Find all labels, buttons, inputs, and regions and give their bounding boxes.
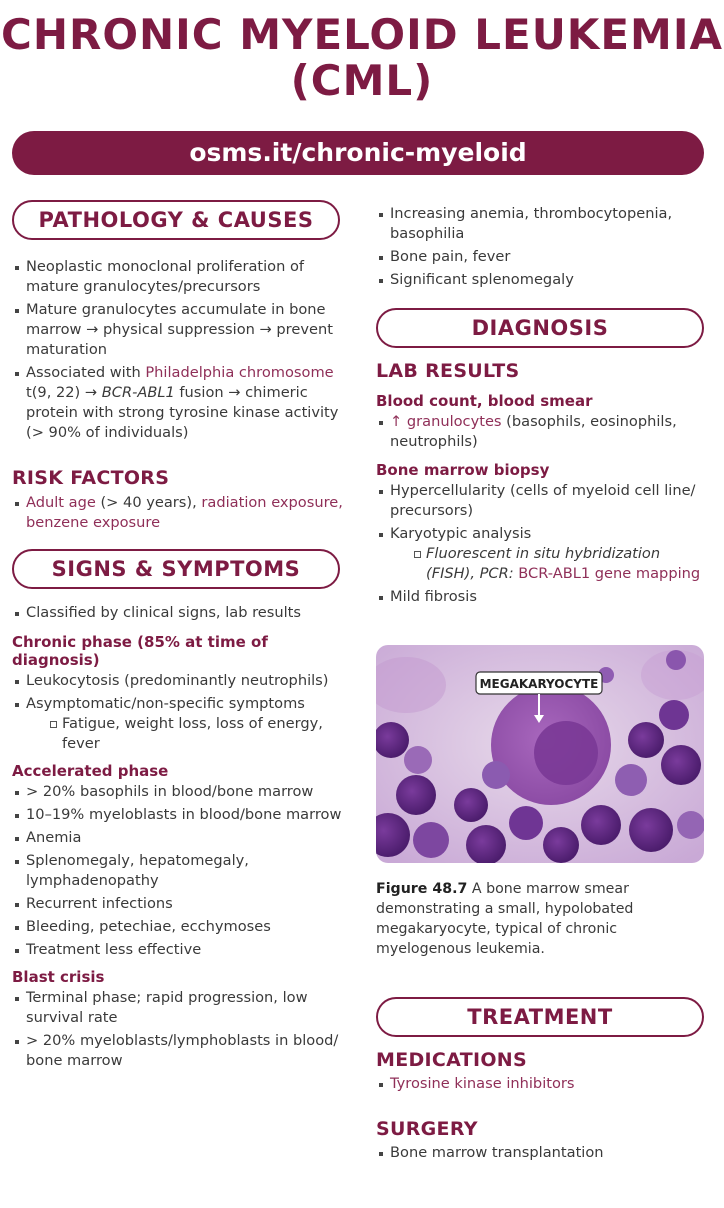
item-text: Karyotypic analysis: [390, 525, 532, 542]
page-title: [0, 12, 724, 104]
sub-list: [48, 714, 352, 754]
blast-crisis-title: Blast crisis: [12, 968, 105, 986]
bone-marrow-biopsy-title: Bone marrow biopsy: [376, 461, 550, 479]
item-text: (basophils, eosinophils, neutrophils): [390, 413, 677, 450]
item-text: fusion → chimeric protein with strong tyrosine kinase activity (> 90% of individuals): [26, 384, 339, 441]
accelerated-phase-title: Accelerated phase: [12, 762, 169, 780]
list-item: Splenomegaly, hepatomegaly, lymphadenopathy: [12, 851, 352, 891]
accelerated-list: [12, 782, 352, 960]
list-item: [376, 1074, 706, 1094]
list-item: Mild fibrosis: [376, 587, 706, 607]
list-item: Leukocytosis (predominantly neutrophils): [12, 671, 352, 691]
megakaryocyte-label: MEGAKARYOCYTE: [479, 677, 599, 691]
list-item: Bone marrow transplantation: [376, 1143, 706, 1163]
pathology-header: PATHOLOGY & CAUSES: [12, 200, 340, 240]
tki-link[interactable]: Tyrosine kinase inhibitors: [390, 1075, 575, 1092]
list-item: Mature granulocytes accumulate in bone marrow → physical suppression → prevent maturation: [12, 300, 352, 360]
title-line-2: (CML): [290, 56, 434, 105]
item-text: Associated with: [26, 364, 146, 381]
item-text: t(9, 22) →: [26, 384, 102, 401]
benzene-link[interactable]: benzene exposure: [26, 514, 161, 531]
list-item: [12, 363, 352, 443]
chronic-list: [12, 671, 352, 754]
list-item: Terminal phase; rapid progression, low survival rate: [12, 988, 352, 1028]
item-text: Asymptomatic/non-specific symptoms: [26, 695, 305, 712]
item-text: (> 40 years),: [95, 494, 202, 511]
granulocytes-link[interactable]: ↑ granulocytes: [390, 413, 502, 430]
blood-count-title: Blood count, blood smear: [376, 392, 593, 410]
surgery-list: [376, 1143, 706, 1163]
signs-intro-list: [12, 603, 352, 623]
radiation-link[interactable]: radiation exposure,: [201, 494, 343, 511]
gene-mapping-link[interactable]: BCR-ABL1 gene mapping: [518, 565, 701, 582]
url-banner[interactable]: osms.it/chronic-myeloid: [12, 131, 704, 175]
list-item: Neoplastic monoclonal proliferation of mature granulocytes/precursors: [12, 257, 352, 297]
diagnosis-header: DIAGNOSIS: [376, 308, 704, 348]
list-item: Anemia: [12, 828, 352, 848]
sub-list: [412, 544, 706, 584]
adult-age-link[interactable]: Adult age: [26, 494, 96, 511]
sub-item: Fatigue, weight loss, loss of energy, fever: [48, 714, 352, 754]
philadelphia-link[interactable]: Philadelphia chromosome: [145, 364, 334, 381]
list-item: [12, 694, 352, 754]
list-item: 10–19% myeloblasts in blood/bone marrow: [12, 805, 352, 825]
figure-number: Figure 48.7: [376, 881, 468, 897]
list-item: [376, 524, 706, 584]
smear-illustration: [376, 645, 704, 863]
figure-caption: [376, 879, 646, 959]
signs-continued-list: [376, 204, 706, 290]
chronic-phase-title: Chronic phase (85% at time of diagnosis): [12, 633, 268, 669]
right-column: [376, 200, 706, 1166]
medications-header: MEDICATIONS: [376, 1049, 527, 1071]
list-item: Classified by clinical signs, lab results: [12, 603, 352, 623]
list-item: Recurrent infections: [12, 894, 352, 914]
title-line-1: CHRONIC MYELOID LEUKEMIA: [1, 10, 723, 59]
risk-list: [12, 493, 352, 533]
caption-text: A bone marrow smear demonstrating a small, hypolobated megakaryocyte, typical of chronic myelogenous leukemia.: [376, 881, 634, 957]
blood-list: [376, 412, 706, 452]
lab-results-header: LAB RESULTS: [376, 360, 520, 382]
list-item: Bleeding, petechiae, ecchymoses: [12, 917, 352, 937]
pathology-list: [12, 257, 352, 443]
bone-marrow-smear-image: [376, 645, 704, 863]
medications-list: [376, 1074, 706, 1094]
blast-list: [12, 988, 352, 1071]
list-item: Hypercellularity (cells of myeloid cell line/ precursors): [376, 481, 706, 521]
treatment-header: TREATMENT: [376, 997, 704, 1037]
list-item: [12, 493, 352, 533]
list-item: > 20% basophils in blood/bone marrow: [12, 782, 352, 802]
list-item: Bone pain, fever: [376, 247, 706, 267]
sub-item: [412, 544, 706, 584]
signs-header: SIGNS & SYMPTOMS: [12, 549, 340, 589]
biopsy-list: [376, 481, 706, 607]
item-text: Fluorescent in situ hybridization (FISH), PCR:: [426, 545, 661, 582]
left-column: [12, 200, 352, 1074]
risk-factors-header: RISK FACTORS: [12, 467, 170, 489]
list-item: > 20% myeloblasts/lymphoblasts in blood/ bone marrow: [12, 1031, 352, 1071]
list-item: Increasing anemia, thrombocytopenia, basophilia: [376, 204, 706, 244]
gene-name: BCR-ABL1: [101, 384, 175, 401]
list-item: Treatment less effective: [12, 940, 352, 960]
list-item: Significant splenomegaly: [376, 270, 706, 290]
surgery-header: SURGERY: [376, 1118, 478, 1140]
list-item: [376, 412, 706, 452]
